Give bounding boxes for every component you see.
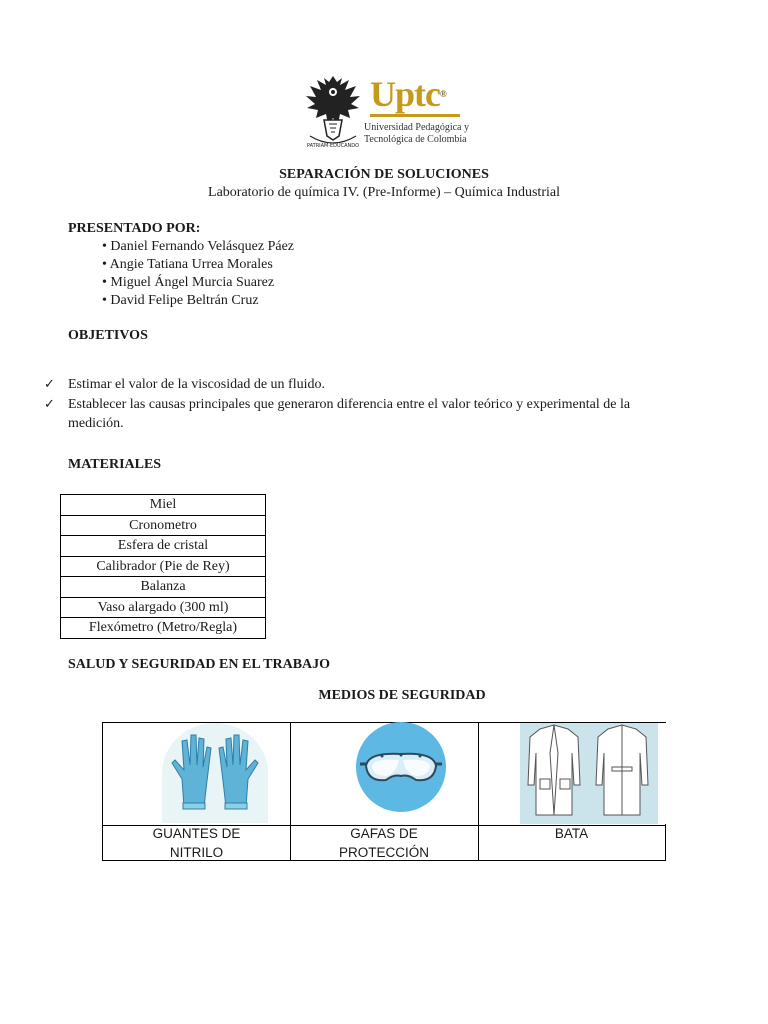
checkmark-icon: ✓ xyxy=(44,397,55,412)
objective-item xyxy=(44,375,674,394)
table-row xyxy=(61,577,266,598)
document-subtitle: Laboratorio de química IV. (Pre-Informe) – Química Industrial xyxy=(208,185,560,200)
table-row xyxy=(61,556,266,577)
objective-text: Establecer las causas principales que generaron diferencia entre el valor teórico y experimental de la medición. xyxy=(68,397,631,431)
author-item: • Daniel Fernando Velásquez Páez xyxy=(102,239,295,254)
objectives-heading: OBJETIVOS xyxy=(68,328,148,343)
author-item: • Miguel Ángel Murcia Suarez xyxy=(102,275,275,290)
lab-coat-icon xyxy=(520,723,658,824)
presented-by-heading: PRESENTADO POR: xyxy=(68,221,201,236)
document-title: SEPARACIÓN DE SOLUCIONES xyxy=(279,167,489,182)
ppe-label-goggles: GAFAS DE PROTECCIÓN xyxy=(290,824,478,861)
goggles-icon xyxy=(356,722,446,812)
logo-wordmark: Uptc® xyxy=(370,74,446,114)
seal-motto: PATRIAM·EDUCANDO xyxy=(306,143,360,149)
table-row xyxy=(61,515,266,536)
table-row xyxy=(61,495,266,516)
material-cell: Balanza xyxy=(61,577,266,598)
material-cell: Calibrador (Pie de Rey) xyxy=(61,556,266,577)
material-cell: Miel xyxy=(61,495,266,516)
university-logo xyxy=(304,70,469,152)
materials-heading: MATERIALES xyxy=(68,457,162,472)
author-item: • Angie Tatiana Urrea Morales xyxy=(102,257,273,272)
material-cell: Flexómetro (Metro/Regla) xyxy=(61,618,266,639)
table-row xyxy=(61,618,266,639)
table-row xyxy=(61,597,266,618)
gloves-image xyxy=(162,723,268,823)
safety-heading: SALUD Y SEGURIDAD EN EL TRABAJO xyxy=(68,657,331,672)
material-cell: Esfera de cristal xyxy=(61,536,266,557)
logo-underline xyxy=(370,114,460,117)
safety-equipment-table xyxy=(102,722,666,861)
objective-text: Estimar el valor de la viscosidad de un fluido. xyxy=(68,377,325,392)
table-row xyxy=(61,536,266,557)
lab-coat-image xyxy=(520,723,658,824)
author-item: • David Felipe Beltrán Cruz xyxy=(102,293,259,308)
logo-line-1: Universidad Pedagógica y xyxy=(364,122,469,133)
checkmark-icon: ✓ xyxy=(44,377,55,392)
objective-item xyxy=(44,395,674,433)
logo-line-2: Tecnológica de Colombia xyxy=(364,134,467,145)
goggles-image xyxy=(356,722,446,812)
safety-subheading: MEDIOS DE SEGURIDAD xyxy=(318,688,486,703)
materials-table xyxy=(60,494,266,639)
gloves-icon xyxy=(162,723,268,823)
eagle-seal-icon xyxy=(304,70,362,150)
ppe-label-coat: BATA xyxy=(478,824,666,861)
ppe-label-gloves: GUANTES DE NITRILO xyxy=(102,824,290,861)
material-cell: Vaso alargado (300 ml) xyxy=(61,597,266,618)
material-cell: Cronometro xyxy=(61,515,266,536)
